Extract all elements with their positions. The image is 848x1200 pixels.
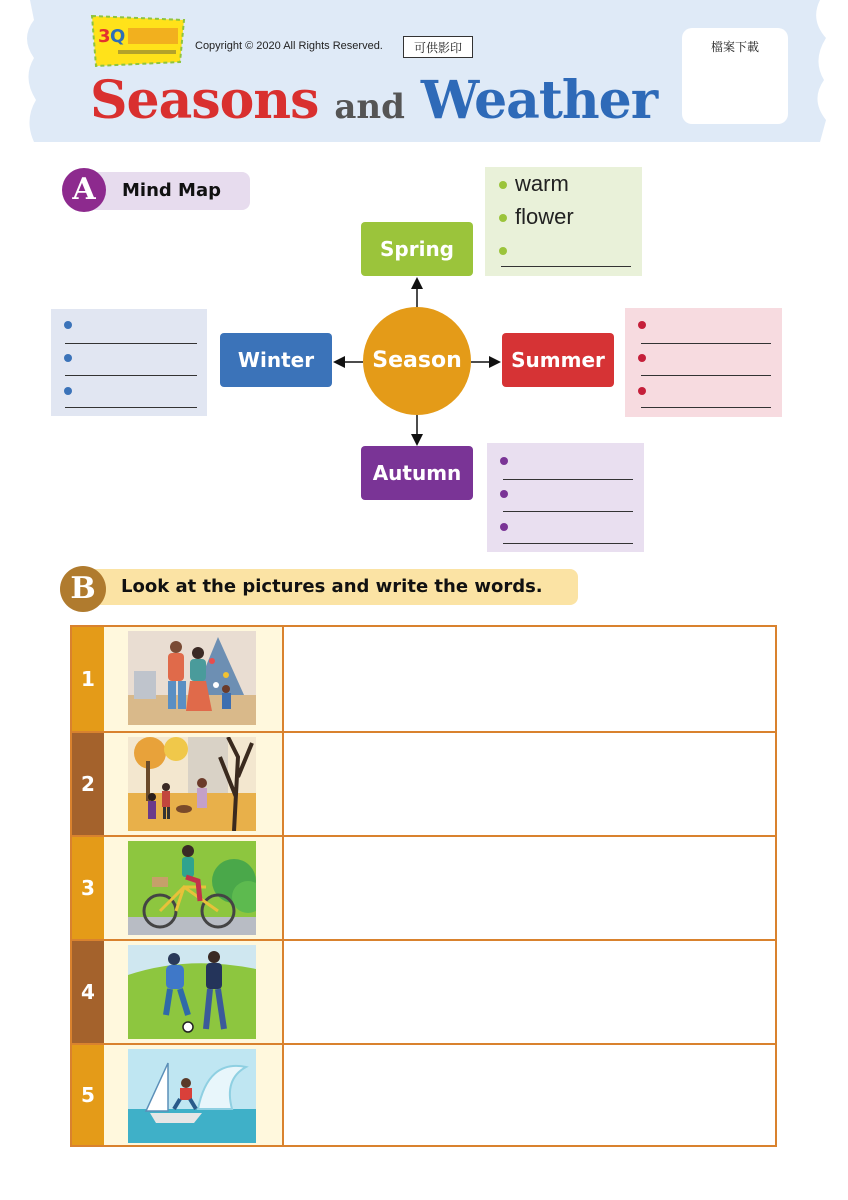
title-seasons: Seasons — [90, 70, 319, 131]
bullet — [64, 354, 72, 362]
soccer-in-park-image — [128, 945, 256, 1039]
answer-field[interactable] — [286, 1045, 775, 1145]
section-b-badge: B — [60, 566, 106, 612]
spring-node: Spring — [361, 222, 473, 276]
bullet — [64, 321, 72, 329]
bullet — [500, 457, 508, 465]
answer-field[interactable] — [286, 733, 775, 835]
table-row — [72, 1043, 775, 1145]
winter-node: Winter — [220, 333, 332, 387]
bullet — [499, 181, 507, 189]
row-number: 3 — [72, 837, 104, 939]
section-b-instructions: Look at the pictures and write the words. — [121, 576, 543, 597]
summer-blank-line-2[interactable] — [641, 375, 771, 376]
season-center-node: Season — [363, 307, 471, 415]
table-row — [72, 627, 775, 731]
winter-blank-line-1[interactable] — [65, 343, 197, 344]
winter-blank-line-2[interactable] — [65, 375, 197, 376]
bullet — [500, 490, 508, 498]
bullet — [64, 387, 72, 395]
row-number: 4 — [72, 941, 104, 1043]
answer-field[interactable] — [286, 837, 775, 939]
picture-word-table — [70, 625, 777, 1147]
winter-family-christmas-image — [128, 631, 256, 725]
row-number: 2 — [72, 733, 104, 835]
row-number: 1 — [72, 627, 104, 731]
bullet — [500, 523, 508, 531]
autumn-blank-line-2[interactable] — [503, 511, 633, 512]
autumn-blank-line-3[interactable] — [503, 543, 633, 544]
winter-notes — [51, 309, 207, 416]
table-row — [72, 939, 775, 1043]
row-number: 5 — [72, 1045, 104, 1145]
copyright-text: Copyright © 2020 All Rights Reserved. — [195, 40, 383, 52]
summer-sailing-image — [128, 1049, 256, 1143]
photocopy-badge: 可供影印 — [403, 36, 473, 58]
picture-cell — [104, 733, 284, 835]
summer-blank-line-3[interactable] — [641, 407, 771, 408]
picture-cell — [104, 1045, 284, 1145]
summer-notes — [625, 308, 782, 417]
svg-text:Q: Q — [110, 26, 126, 47]
spring-word-2: flower — [515, 204, 574, 229]
winter-blank-line-3[interactable] — [65, 407, 197, 408]
section-a-badge: A — [62, 168, 106, 212]
section-a-title: Mind Map — [122, 180, 221, 201]
bullet — [499, 214, 507, 222]
bullet — [638, 321, 646, 329]
answer-field[interactable] — [286, 627, 775, 731]
autumn-blank-line-1[interactable] — [503, 479, 633, 480]
bullet — [638, 387, 646, 395]
bullet — [638, 354, 646, 362]
spring-word-1: warm — [515, 171, 569, 196]
summer-blank-line-1[interactable] — [641, 343, 771, 344]
spring-bike-ride-image — [128, 841, 256, 935]
picture-cell — [104, 941, 284, 1043]
bullet — [499, 247, 507, 255]
table-row — [72, 835, 775, 939]
autumn-notes — [487, 443, 644, 552]
title-and: and — [334, 87, 405, 127]
spring-notes — [485, 167, 642, 276]
table-row — [72, 731, 775, 835]
autumn-node: Autumn — [361, 446, 473, 500]
picture-cell — [104, 837, 284, 939]
spring-blank-line[interactable] — [501, 266, 631, 267]
picture-cell — [104, 627, 284, 731]
svg-text:3: 3 — [98, 26, 111, 47]
answer-field[interactable] — [286, 941, 775, 1043]
autumn-park-walk-image — [128, 737, 256, 831]
summer-node: Summer — [502, 333, 614, 387]
download-label[interactable]: 檔案下載 — [710, 40, 759, 54]
title-weather: Weather — [420, 70, 658, 131]
